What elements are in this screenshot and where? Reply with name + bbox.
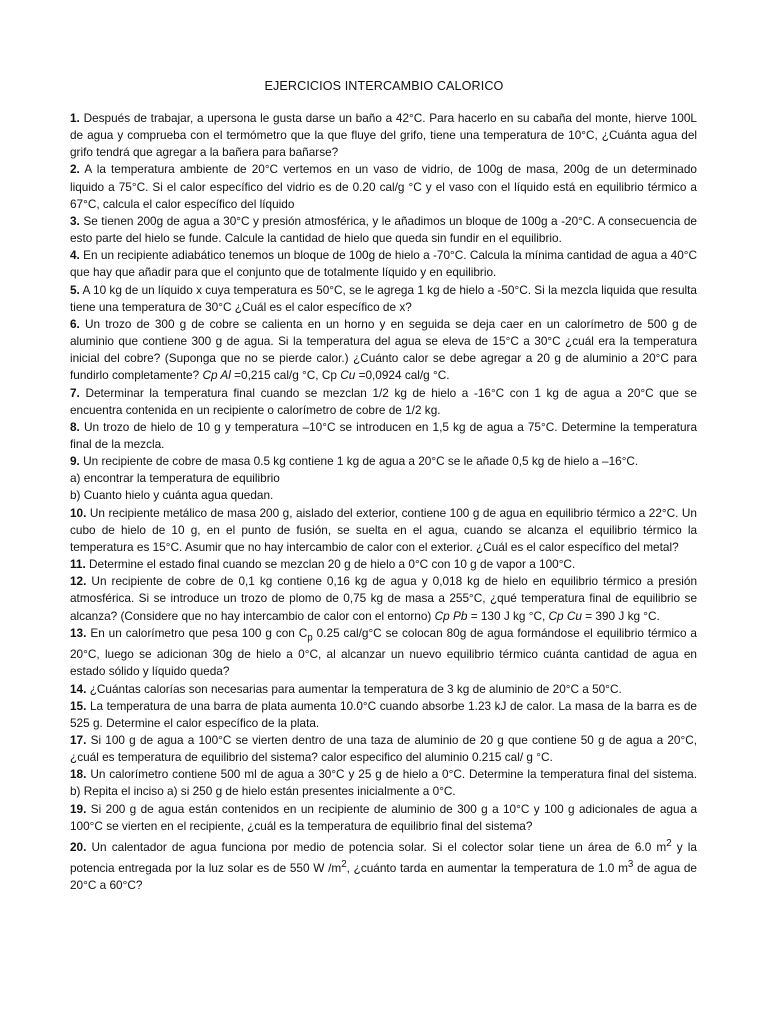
exercise-item-b: b) Cuanto hielo y cuánta agua quedan. bbox=[70, 488, 274, 503]
exercise-text: A la temperatura ambiente de 20°C vertemos en un vaso de vidrio, de 100g de masa, 200g de un determinado liquido a 75°C. Si el calor específico del vidrio es de 0.20 cal/g °C y el vaso con el líquido está en equilibrio térmico a 67°C, calcula el calor específico del líquido bbox=[70, 162, 697, 211]
exercise-number: 11. bbox=[70, 557, 86, 572]
exercise-text: Un calorímetro contiene 500 ml de agua a 30°C y 25 g de hielo a 0°C. Determine la temperatura final del sistema. b) Repita el inciso a) si 250 g de hielo están presentes inicialmente a 0°C. bbox=[70, 767, 698, 799]
exercise-list bbox=[70, 110, 697, 894]
exercise-text: Un calentador de agua funciona por medio de potencia solar. Si el colector solar tiene un área de 6.0 m bbox=[91, 839, 667, 854]
exercise-12 bbox=[70, 573, 697, 624]
exercise-number: 17. bbox=[70, 732, 87, 747]
specific-heat-aluminum-label: Cp Al bbox=[202, 368, 231, 383]
exercise-5 bbox=[70, 282, 697, 316]
specific-heat-copper-label: Cp Cu bbox=[548, 608, 582, 623]
exercise-number: 10. bbox=[70, 505, 87, 520]
exercise-text: Se tienen 200g de agua a 30°C y presión atmosférica, y le añadimos un bloque de 100g a -20°C. A consecuencia de esto parte del hielo se funde. Calcule la cantidad de hielo que queda sin fundir en el equilibrio. bbox=[70, 213, 697, 246]
exercise-text: Un recipiente metálico de masa 200 g, aislado del exterior, contiene 100 g de agua en equilibrio térmico a 22°C. Un cubo de hielo de 10 g, en el punto de fusión, se suelta en el agua, cuando se alcanza el equilibrio térmico la temperatura es 15°C. Asumir que no hay intercambio de calor con el exterior. ¿Cuál es el calor específico del metal? bbox=[70, 505, 697, 554]
exercise-text: Un trozo de 300 g de cobre se calienta en un horno y en seguida se deja caer en un calorímetro de 500 g de aluminio que contiene 300 g de agua. Si la temperatura del agua se eleva de 15°C a 30°C ¿cuál era la temperatura inicial del cobre? (Suponga que no se pierde calor.) ¿Cuánto calor se debe agregar a 20 g de aluminio a 20°C para fundirlo completamente? bbox=[70, 316, 698, 383]
exercise-number: 13. bbox=[70, 625, 87, 640]
specific-heat-aluminum-value: =0,215 cal/g °C, Cp bbox=[230, 368, 341, 383]
exercise-text: Un recipiente de cobre de masa 0.5 kg contiene 1 kg de agua a 20°C se le añade 0,5 kg de hielo a –16°C. bbox=[83, 454, 639, 469]
exercise-text-continued: 0.25 cal/g°C se colocan 80g de agua formándose el equilibrio térmico a 20°C, luego se adicionan 30g de hielo a 0°C, al alcanzar un nuevo equilibrio térmico cuánta cantidad de agua en estado sólido y líquido queda? bbox=[70, 625, 697, 679]
exercise-6 bbox=[70, 316, 697, 385]
exercise-number: 12. bbox=[70, 574, 87, 589]
exercise-number: 19. bbox=[70, 801, 87, 816]
exercise-text: Si 100 g de agua a 100°C se vierten dentro de una taza de aluminio de 20 g que contiene 50 g de agua a 20°C, ¿cuál es temperatura de equilibrio del sistema? calor especifico del aluminio 0.215 cal/ g °C. bbox=[70, 732, 697, 765]
exercise-4 bbox=[70, 247, 697, 281]
exercise-text: En un calorímetro que pesa 100 g con C bbox=[90, 625, 308, 640]
exercise-text: Determine el estado final cuando se mezclan 20 g de hielo a 0°C con 10 g de vapor a 100°C. bbox=[89, 557, 576, 572]
exercise-19 bbox=[70, 801, 697, 835]
exercise-3 bbox=[70, 213, 697, 247]
exercise-text: Un recipiente de cobre de 0,1 kg contiene 0,16 kg de agua y 0,018 kg de hielo en equilibrio térmico a presión atmosférica. Si se introduce un trozo de plomo de 0,75 kg de masa a 255°C, ¿qué temperatura final de equilibrio se alcanza? (Considere que no hay intercambio de calor con el entorno) bbox=[70, 574, 698, 623]
exercise-18 bbox=[70, 766, 697, 800]
specific-heat-copper-value: =0,0924 cal/g °C. bbox=[355, 368, 450, 383]
exercise-text: Determinar la temperatura final cuando se mezclan 1/2 kg de hielo a -16°C con 1 kg de agua a 20°C que se encuentra contenida en un recipiente o calorímetro de cobre de 1/2 kg. bbox=[70, 385, 697, 417]
exercise-17 bbox=[70, 732, 697, 766]
superscript-3: 3 bbox=[627, 859, 634, 870]
exercise-number: 3. bbox=[70, 213, 80, 228]
exercise-15 bbox=[70, 698, 697, 732]
exercise-8 bbox=[70, 419, 697, 453]
exercise-number: 4. bbox=[70, 248, 80, 263]
exercise-number: 20. bbox=[70, 839, 87, 854]
exercise-number: 8. bbox=[70, 419, 80, 434]
exercise-text: La temperatura de una barra de plata aumenta 10.0°C cuando absorbe 1.23 kJ de calor. La masa de la barra es de 525 g. Determine el calor específico de la plata. bbox=[70, 698, 697, 730]
exercise-20 bbox=[70, 835, 697, 894]
specific-heat-copper-label: Cu bbox=[340, 368, 356, 383]
exercise-text-continued: de agua de 20°C a 60°C? bbox=[70, 860, 697, 893]
exercise-14 bbox=[70, 681, 697, 698]
exercise-number: 7. bbox=[70, 385, 80, 400]
exercise-number: 1. bbox=[70, 111, 80, 125]
exercise-number: 9. bbox=[70, 454, 80, 469]
exercise-11 bbox=[70, 556, 697, 573]
specific-heat-lead-label: Cp Pb bbox=[434, 608, 468, 623]
exercise-text-continued: y la potencia entregada por la luz solar es de 550 W /m bbox=[70, 839, 697, 875]
subscript-p: p bbox=[307, 632, 313, 644]
specific-heat-lead-value: = 130 J kg °C, bbox=[467, 608, 549, 623]
exercise-7 bbox=[70, 385, 697, 419]
exercise-text-continued: , ¿cuánto tarda en aumentar la temperatura de 1.0 m bbox=[346, 860, 628, 875]
exercise-number: 6. bbox=[70, 316, 80, 331]
exercise-10 bbox=[70, 505, 697, 556]
exercise-item-a: a) encontrar la temperatura de equilibrio bbox=[70, 471, 280, 486]
exercise-text: Un trozo de hielo de 10 g y temperatura –10°C se introducen en 1,5 kg de agua a 75°C. Determine la temperatura final de la mezcla. bbox=[70, 419, 698, 451]
superscript-2: 2 bbox=[341, 859, 347, 870]
exercise-text: Si 200 g de agua están contenidos en un recipiente de aluminio de 300 g a 10°C y 100 g adicionales de agua a 100°C se vierten en el recipiente, ¿cuál es la temperatura de equilibrio final del sistema? bbox=[70, 801, 698, 833]
exercise-13 bbox=[70, 625, 697, 681]
specific-heat-copper-value: = 390 J kg °C. bbox=[581, 608, 660, 623]
exercise-text: A 10 kg de un líquido x cuya temperatura es 50°C, se le agrega 1 kg de hielo a -50°C. Si la mezcla liquida que resulta tiene una temperatura de 30°C ¿Cuál es el calor específico de x? bbox=[70, 282, 697, 314]
exercise-number: 15. bbox=[70, 698, 87, 713]
document-title: EJERCICIOS INTERCAMBIO CALORICO bbox=[264, 79, 504, 93]
exercise-number: 14. bbox=[70, 681, 87, 696]
superscript-2: 2 bbox=[666, 837, 672, 849]
exercise-text: ¿Cuántas calorías son necesarias para aumentar la temperatura de 3 kg de aluminio de 20°C a 50°C. bbox=[89, 681, 622, 696]
exercise-number: 18. bbox=[70, 767, 87, 782]
exercise-1 bbox=[70, 110, 697, 161]
exercise-2 bbox=[70, 161, 697, 212]
exercise-number: 5. bbox=[70, 282, 80, 297]
exercise-text: Después de trabajar, a upersona le gusta darse un baño a 42°C. Para hacerlo en su cabaña del monte, hierve 100L de agua y comprueba con el termómetro que la que fluye del grifo, tiene una temperatura de 10°C, ¿Cuánta agua del grifo tendrá que agregar a la bañera para bañarse? bbox=[70, 111, 697, 160]
exercise-number: 2. bbox=[70, 162, 80, 177]
exercise-text: En un recipiente adiabático tenemos un bloque de 100g de hielo a -70°C. Calcula la mínima cantidad de agua a 40°C que hay que añadir para que el conjunto que de totalmente líquido y en equilibrio. bbox=[70, 248, 698, 280]
exercise-9 bbox=[70, 453, 697, 504]
